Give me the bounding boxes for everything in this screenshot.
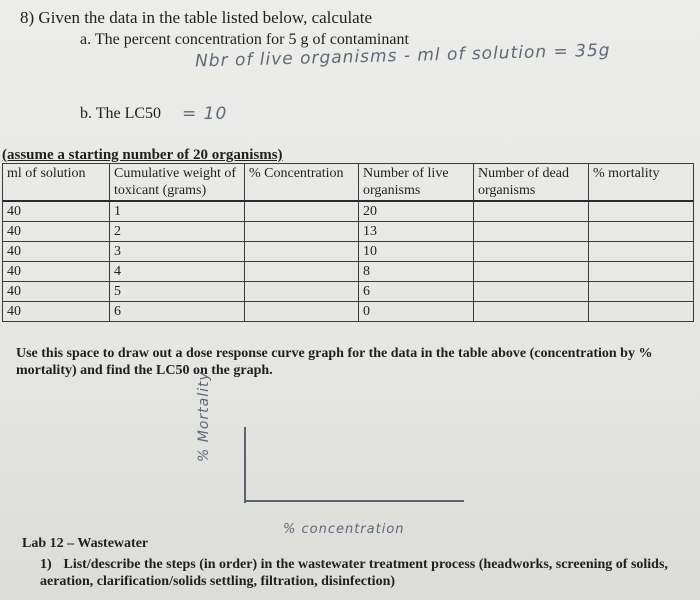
- cell-concentration: [245, 302, 359, 322]
- table-row: [3, 262, 694, 282]
- table-header-row: [3, 164, 694, 202]
- graph-instructions: Use this space to draw out a dose response curve graph for the data in the table above (concentration by % mortality) and find the LC50 on the graph.: [16, 346, 653, 378]
- table-caption: (assume a starting number of 20 organisms): [2, 147, 283, 163]
- cell-weight: 1: [110, 201, 245, 222]
- cell-mortality: [589, 302, 694, 322]
- question-heading: 8) Given the data in the table listed below, calculate: [20, 8, 372, 27]
- cell-dead: [474, 262, 589, 282]
- cell-concentration: [245, 242, 359, 262]
- cell-dead: [474, 201, 589, 222]
- cell-concentration: [245, 201, 359, 222]
- cell-dead: [474, 242, 589, 262]
- lab-title: Lab 12 – Wastewater: [22, 536, 149, 551]
- cell-mortality: [589, 242, 694, 262]
- cell-live: 10: [359, 242, 474, 262]
- cell-mortality: [589, 282, 694, 302]
- cell-dead: [474, 302, 589, 322]
- cell-live: 8: [359, 262, 474, 282]
- cell-weight: 4: [110, 262, 245, 282]
- cell-live: 13: [359, 222, 474, 242]
- cell-weight: 5: [110, 282, 245, 302]
- data-table: [2, 163, 694, 322]
- question-part-b: b. The LC50: [80, 105, 162, 122]
- col-header-concentration: % Concentration: [245, 164, 359, 202]
- cell-ml: 40: [3, 242, 110, 262]
- cell-ml: 40: [3, 262, 110, 282]
- table-row: [3, 302, 694, 322]
- col-header-ml-solution: ml of solution: [3, 164, 110, 202]
- cell-dead: [474, 282, 589, 302]
- col-header-weight: Cumulative weight of toxicant (grams): [110, 164, 245, 202]
- cell-concentration: [245, 262, 359, 282]
- cell-live: 20: [359, 201, 474, 222]
- table-row: [3, 242, 694, 262]
- cell-weight: 2: [110, 222, 245, 242]
- table-row: [3, 282, 694, 302]
- cell-weight: 3: [110, 242, 245, 262]
- handwritten-answer-a: Nbr of live organisms - ml of solution = 35g: [194, 40, 611, 72]
- cell-live: 6: [359, 282, 474, 302]
- lab-item-text: List/describe the steps (in order) in the wastewater treatment process (headworks, screening of solids, aeration, clarification/solids settling, filtration, disinfection): [40, 557, 668, 589]
- table-row: [3, 222, 694, 242]
- handwritten-answer-b: = 10: [182, 104, 228, 124]
- cell-mortality: [589, 201, 694, 222]
- table-row: [3, 201, 694, 222]
- sketch-y-label: % Mortality: [196, 371, 212, 462]
- cell-weight: 6: [110, 302, 245, 322]
- lab-item-number: 1): [40, 557, 52, 572]
- cell-dead: [474, 222, 589, 242]
- sketch-x-axis: [244, 500, 464, 502]
- cell-ml: 40: [3, 302, 110, 322]
- lab-item: [40, 556, 680, 590]
- cell-ml: 40: [3, 201, 110, 222]
- sketch-x-label: % concentration: [283, 522, 405, 537]
- col-header-mortality: % mortality: [589, 164, 694, 202]
- question-part-a: a. The percent concentration for 5 g of contaminant: [80, 31, 409, 48]
- cell-live: 0: [359, 302, 474, 322]
- cell-mortality: [589, 222, 694, 242]
- cell-ml: 40: [3, 282, 110, 302]
- cell-mortality: [589, 262, 694, 282]
- col-header-dead: Number of dead organisms: [474, 164, 589, 202]
- sketch-y-axis: [244, 427, 246, 503]
- col-header-live: Number of live organisms: [359, 164, 474, 202]
- cell-ml: 40: [3, 222, 110, 242]
- cell-concentration: [245, 282, 359, 302]
- cell-concentration: [245, 222, 359, 242]
